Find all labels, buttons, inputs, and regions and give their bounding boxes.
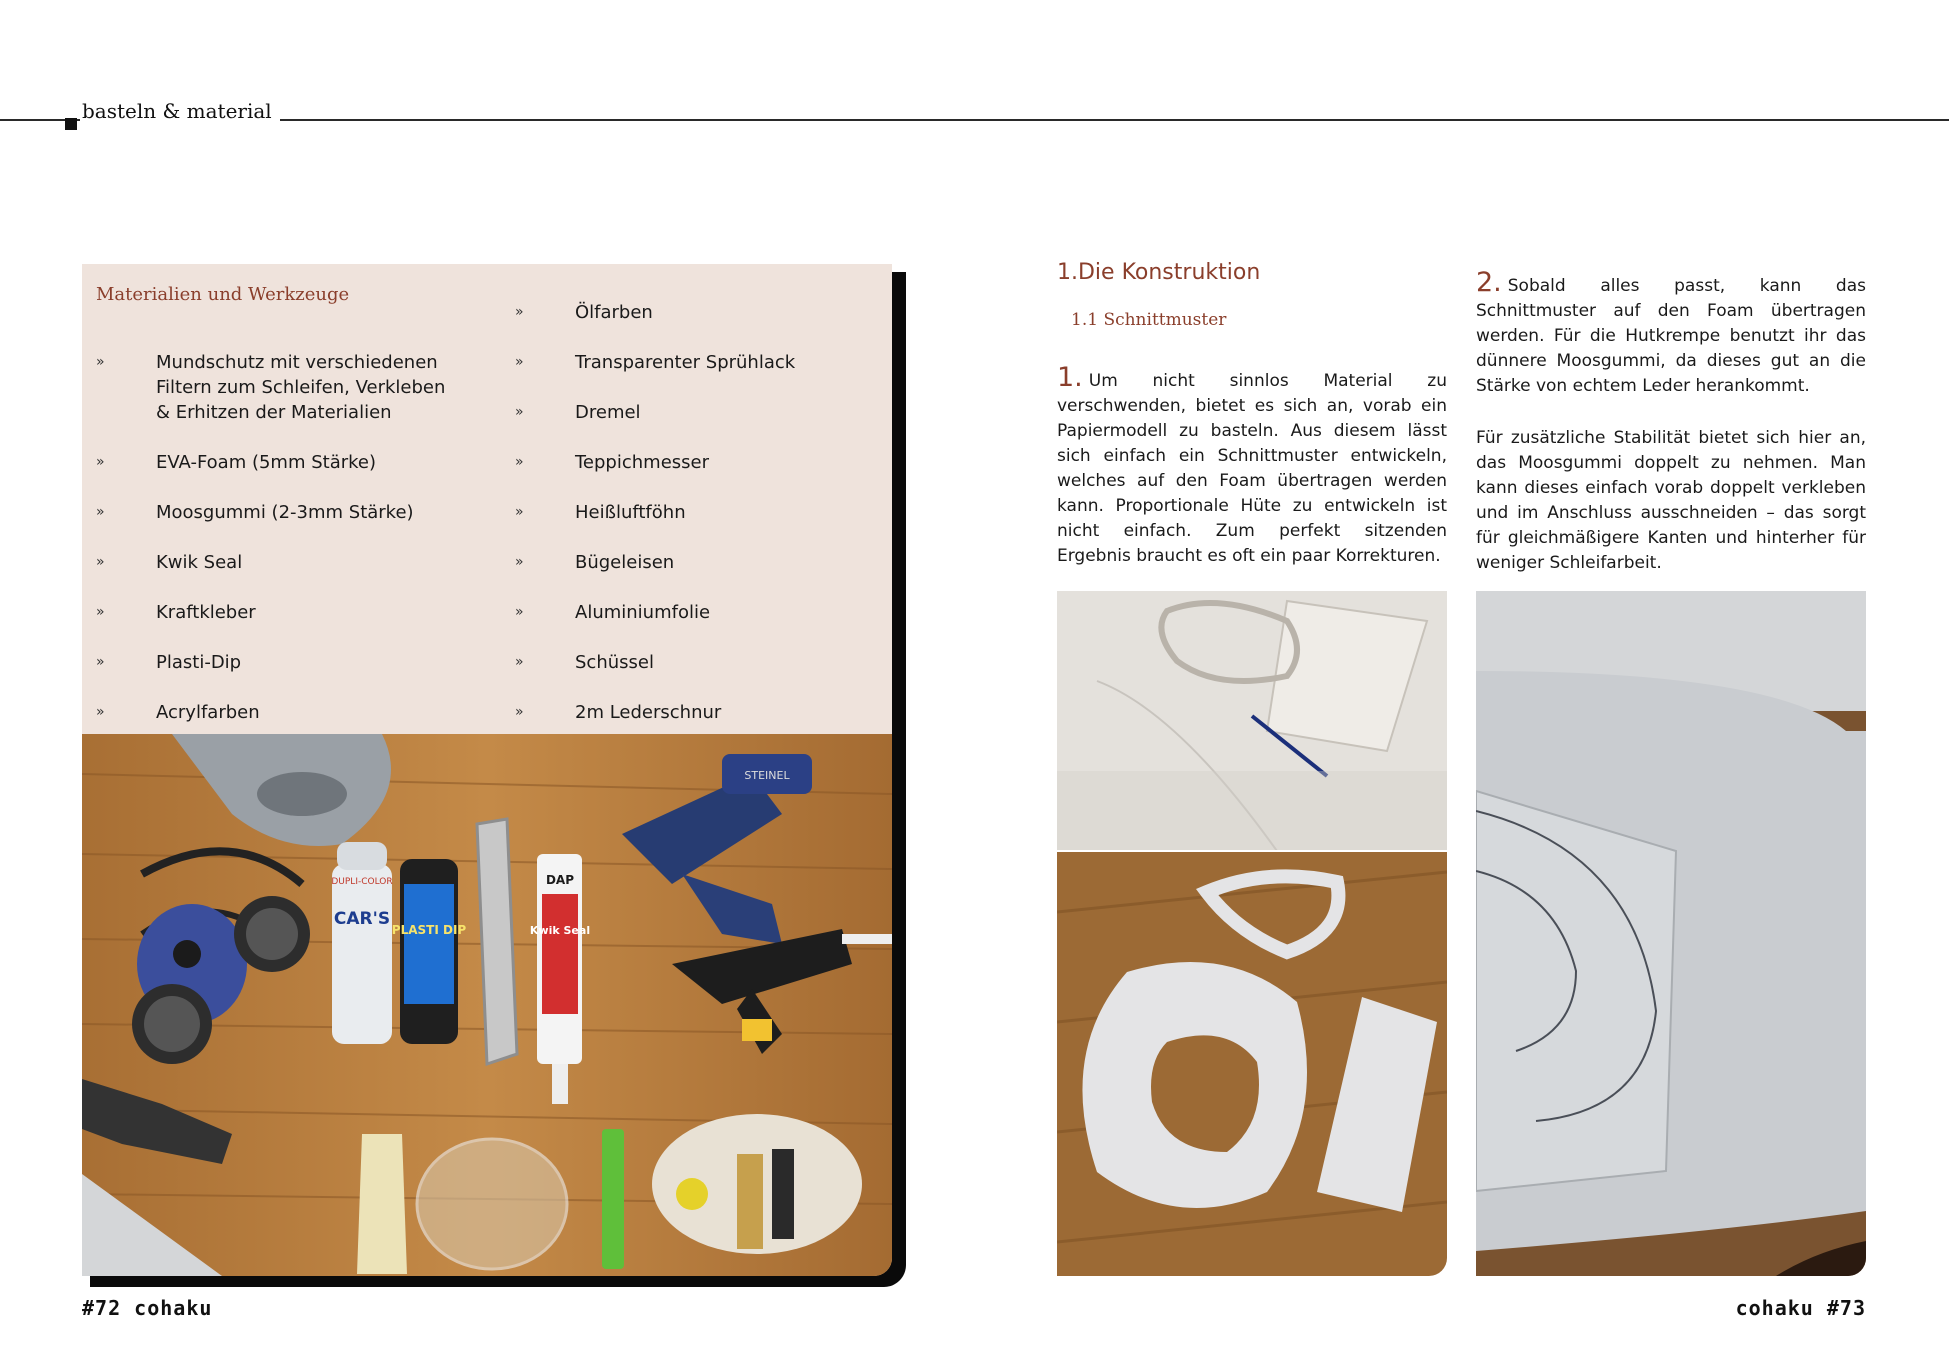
svg-text:DAP: DAP — [545, 873, 575, 887]
paragraph-3: Für zusätzliche Stabilität bietet sich hier an, das Moosgummi doppelt zu nehmen. Man kann dieses einfach vorab doppelt verkleben und im Anschluss ausschneiden – das sorgt für gleichmäßigere Kanten und hinterher für weniger Schleifarbeit. — [1476, 428, 1866, 573]
list-item-text: EVA-Foam (5mm Stärke) — [156, 452, 377, 473]
tools-photo — [82, 734, 892, 1276]
materials-card: Materialien und Werkzeuge » Mundschutz mit verschiedenen Filtern zum Schleifen, Verkleben & Erhitzen der Materialien » EVA-Foam (5mm Stärke) » Moosgummi (2-3mm Stärke) » Kwik Seal » Kraftkleber » Plasti-Dip » Acrylfarben » Ölfarben » Transparenter Sprühlack » Dremel » Teppichmesser » Heißluftföhn » Bügeleisen » Aluminiumfolie » Schüssel » 2m Lederschnur DUPLI-COLOR CAR'S PLASTI DIP DAP Kwik Seal STEINEL — [82, 264, 892, 1276]
svg-text:DUPLI-COLOR: DUPLI-COLOR — [331, 877, 393, 887]
svg-text:CAR'S: CAR'S — [333, 909, 391, 929]
list-item-text: Mundschutz mit verschiedenen Filtern zum Schleifen, Verkleben & Erhitzen der Materialien — [156, 352, 446, 423]
step-number: 1. — [1057, 362, 1083, 393]
foam-sheet-photo — [1476, 591, 1866, 1276]
list-item-text: Ölfarben — [575, 302, 653, 323]
list-item-text: Aluminiumfolie — [575, 602, 711, 623]
svg-text:Kwik Seal: Kwik Seal — [529, 924, 591, 937]
list-item-text: Bügeleisen — [575, 552, 675, 573]
paper-pattern-photo — [1057, 591, 1447, 850]
svg-text:STEINEL: STEINEL — [744, 769, 790, 782]
list-item-text: Transparenter Sprühlack — [575, 352, 796, 373]
footer-right: cohaku #73 — [1735, 1296, 1866, 1320]
article-subtitle: 1.1 Schnittmuster — [1071, 310, 1227, 330]
section-title: basteln & material — [80, 96, 280, 126]
paragraph-2: 2. Sobald alles passt, kann das Schnittmuster auf den Foam übertragen werden. Für die Hutkrempe benutzt ihr das dünnere Moosgummi, da dieses gut an die Stärke von echtem Leder herankommt. — [1476, 267, 1866, 396]
paragraph-1: 1. Um nicht sinnlos Material zu verschwenden, bietet es sich an, vorab ein Papiermodell zu basteln. Aus diesem lässt sich einfach ein Schnittmuster entwickeln, welches auf den Foam übertragen werden kann. Proportionale Hüte zu entwickeln ist nicht einfach. Zum perfekt sitzenden Ergebnis braucht es oft ein paar Korrekturen. — [1057, 362, 1447, 566]
list-item-text: Heißluftföhn — [575, 502, 686, 523]
list-item-text: 2m Lederschnur — [575, 702, 722, 723]
list-item-text: Kwik Seal — [156, 552, 243, 573]
cut-pieces-photo — [1057, 852, 1447, 1276]
materials-heading: Materialien und Werkzeuge — [96, 284, 350, 305]
list-item-text: Acrylfarben — [156, 702, 260, 723]
list-item-text: Teppichmesser — [575, 452, 710, 473]
list-item-text: Schüssel — [575, 652, 654, 673]
svg-text:PLASTI DIP: PLASTI DIP — [391, 923, 467, 937]
list-item-text: Plasti-Dip — [156, 652, 242, 673]
list-item-text: Moosgummi (2-3mm Stärke) — [156, 502, 414, 523]
list-item-text: Dremel — [575, 402, 641, 423]
header-marker — [65, 118, 77, 130]
step-number: 2. — [1476, 267, 1502, 298]
header-rule — [0, 119, 1949, 121]
footer-left: #72 cohaku — [82, 1296, 213, 1320]
list-item-text: Kraftkleber — [156, 602, 256, 623]
article-title: 1.Die Konstruktion — [1057, 260, 1261, 285]
